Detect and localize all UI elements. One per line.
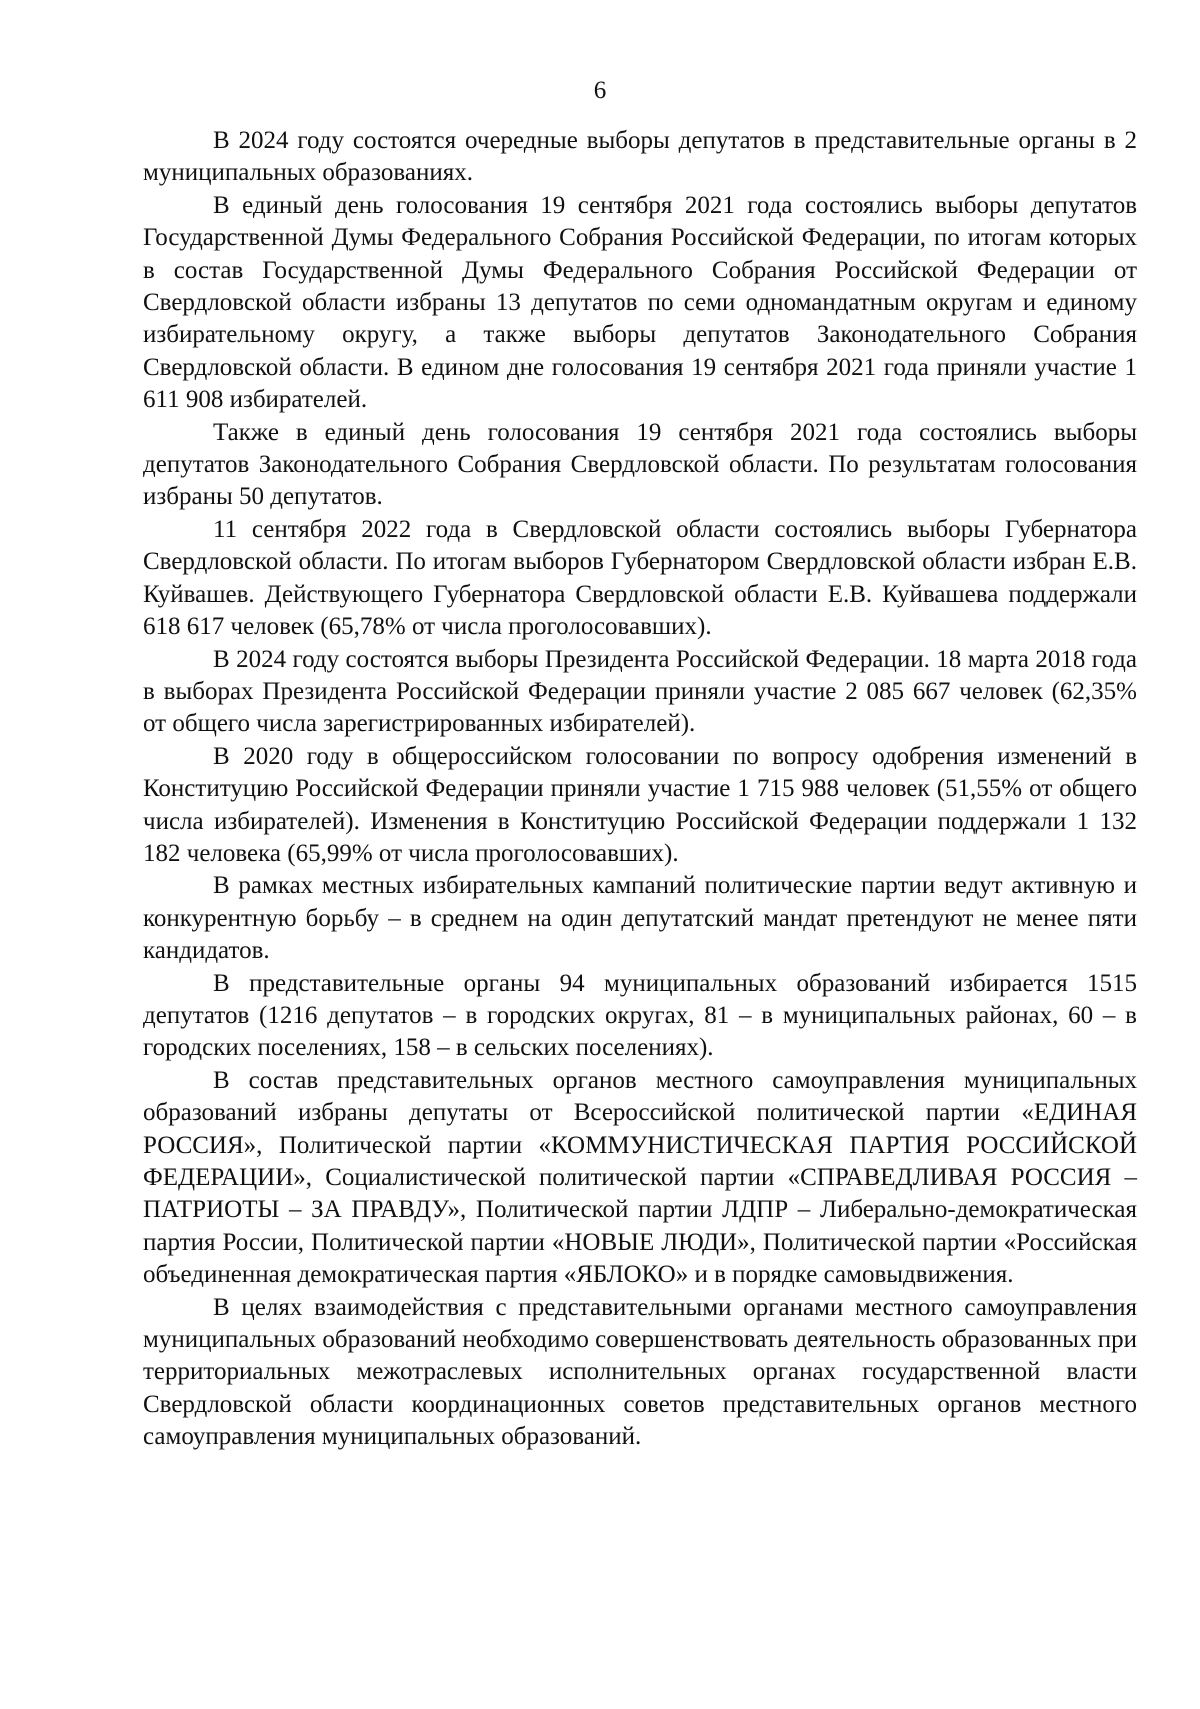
paragraph: В 2024 году состоятся выборы Президента Российской Федерации. 18 марта 2018 года в выборах Президента Российской Федерации приняли участие 2 085 667 человек (62,35% от общего числа зарегистрированных избирателей). — [143, 645, 1137, 738]
document-body — [143, 125, 1137, 1454]
paragraph: Также в единый день голосования 19 сентября 2021 года состоялись выборы депутатов Законодательного Собрания Свердловской области. По результатам голосования избраны 50 депутатов. — [143, 418, 1137, 511]
paragraph: В единый день голосования 19 сентября 2021 года состоялись выборы депутатов Государственной Думы Федерального Собрания Российской Федерации, по итогам которых в состав Государственной Думы Федерального Собрания Российской Федерации от Свердловской области избраны 13 депутатов по семи одномандатным округам и единому избирательному округу, а также выборы депутатов Законодательного Собрания Свердловской области. В едином дне голосования 19 сентября 2021 года приняли участие 1 611 908 избирателей. — [143, 191, 1137, 414]
paragraph: В 2024 году состоятся очередные выборы депутатов в представительные органы в 2 муниципальных образованиях. — [143, 127, 1137, 187]
paragraph: В представительные органы 94 муниципальных образований избирается 1515 депутатов (1216 депутатов – в городских округах, 81 – в муниципальных районах, 60 – в городских поселениях, 158 – в сельских поселениях). — [143, 969, 1137, 1062]
paragraph: 11 сентября 2022 года в Свердловской области состоялись выборы Губернатора Свердловской области. По итогам выборов Губернатором Свердловской области избран Е.В. Куйвашев. Действующего Губернатора Свердловской области Е.В. Куйвашева поддержали 618 617 человек (65,78% от числа проголосовавших). — [143, 515, 1137, 641]
page-number: 6 — [593, 77, 607, 104]
paragraph: В рамках местных избирательных кампаний политические партии ведут активную и конкурентную борьбу – в среднем на один депутатский мандат претендуют не менее пяти кандидатов. — [143, 872, 1137, 965]
paragraph: В состав представительных органов местного самоуправления муниципальных образований избраны депутаты от Всероссийской политической партии «ЕДИНАЯ РОССИЯ», Политической партии «КОММУНИСТИЧЕСКАЯ ПАРТИЯ РОССИЙСКОЙ ФЕДЕРАЦИИ», Социалистической политической партии «СПРАВЕДЛИВАЯ РОССИЯ – ПАТРИОТЫ – ЗА ПРАВДУ», Политической партии ЛДПР – Либерально-демократическая партия России, Политической партии «НОВЫЕ ЛЮДИ», Политической партии «Российская объединенная демократическая партия «ЯБЛОКО» и в порядке самовыдвижения. — [143, 1066, 1137, 1289]
paragraph: В 2020 году в общероссийском голосовании по вопросу одобрения изменений в Конституцию Российской Федерации приняли участие 1 715 988 человек (51,55% от общего числа избирателей). Изменения в Конституцию Российской Федерации поддержали 1 132 182 человека (65,99% от числа проголосовавших). — [143, 742, 1137, 867]
paragraph: В целях взаимодействия с представительными органами местного самоуправления муниципальных образований необходимо совершенствовать деятельность образованных при территориальных межотраслевых исполнительных органах государственной власти Свердловской области координационных советов представительных органов местного самоуправления муниципальных образований. — [143, 1293, 1137, 1451]
